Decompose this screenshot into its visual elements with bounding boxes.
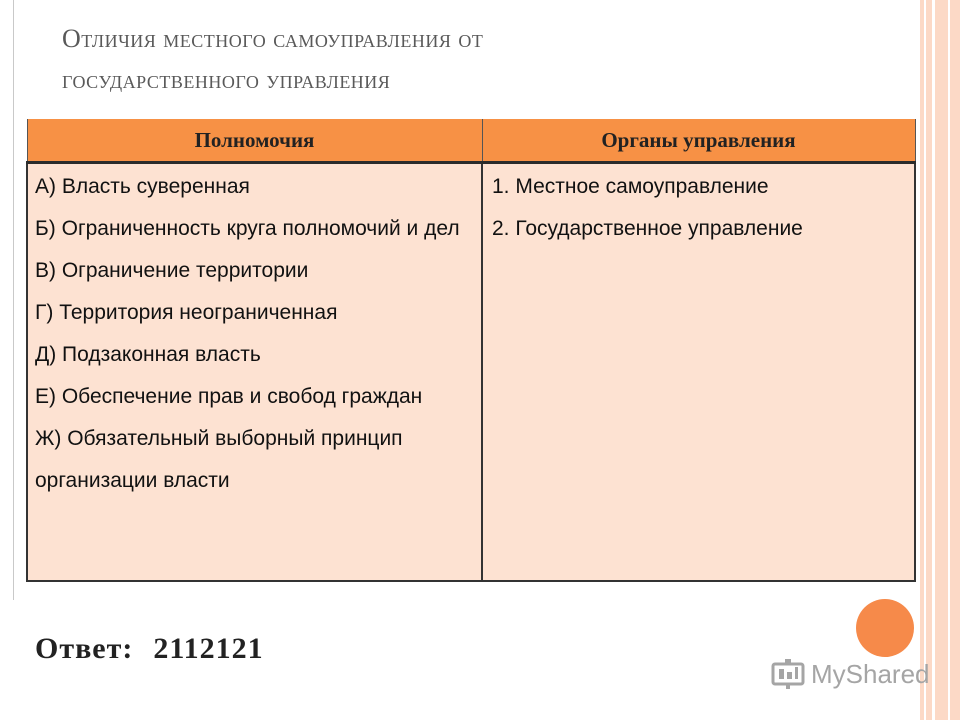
slide-title-line-1: Отличия местного самоуправления от [62,24,484,53]
header-powers: Полномочия [27,119,482,163]
body-item: 2. Государственное управление [492,217,803,240]
comparison-table [26,119,916,582]
powers-cell [27,163,482,582]
table-row [27,163,915,582]
right-decor-strip [920,0,960,720]
body-item: 1. Местное самоуправление [492,175,769,198]
answer-label: Ответ: [35,632,134,665]
bodies-cell [482,163,915,582]
answer-block [35,632,264,666]
watermark-text: MyShared [811,658,930,689]
power-item: Ж) Обязательный выборный принцип организации власти [35,427,409,492]
answer-value: 2112121 [153,632,264,665]
left-border-line [13,0,14,600]
slide-title [62,18,842,100]
power-item: А) Власть суверенная [35,175,250,198]
power-item: Г) Территория неограниченная [35,301,338,324]
power-item: Д) Подзаконная власть [35,343,261,366]
table-header-row [27,119,915,163]
presentation-icon [770,658,806,690]
power-item: В) Ограничение территории [35,259,309,282]
power-item: Е) Обеспечение прав и свобод граждан [35,385,423,408]
decor-circle [856,599,914,657]
slide-title-line-2: государственного управления [62,65,391,94]
header-bodies: Органы управления [482,119,915,163]
watermark-logo [770,656,930,692]
power-item: Б) Ограниченность круга полномочий и дел [35,217,460,240]
